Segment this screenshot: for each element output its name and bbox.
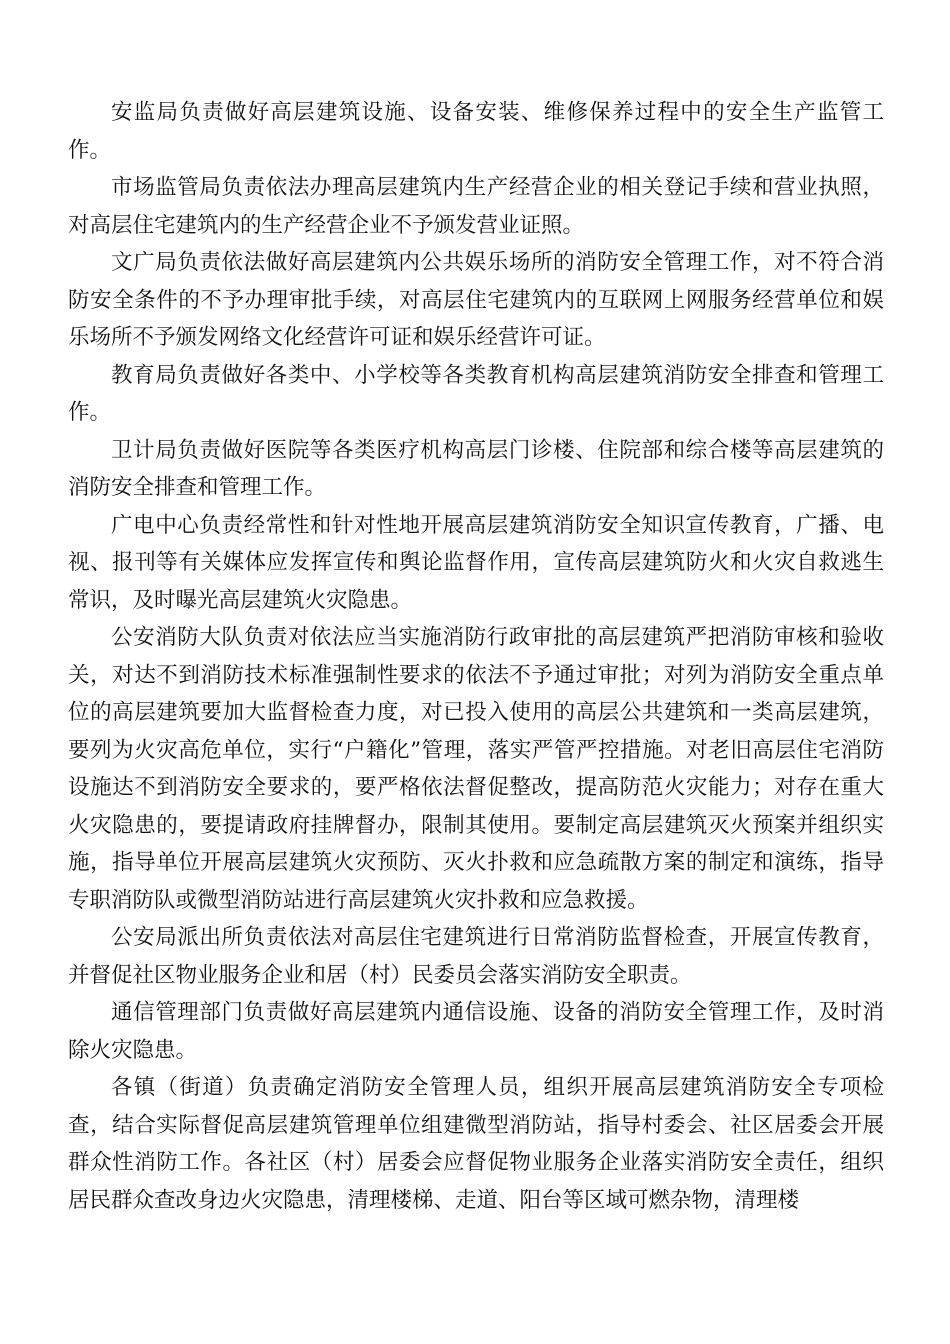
paragraph-market-regulation: 市场监管局负责依法办理高层建筑内生产经营企业的相关登记手续和营业执照，对高层住宅建筑内的生产经营企业不予颁发营业证照。	[68, 175, 884, 238]
paragraph-health-bureau: 卫计局负责做好医院等各类医疗机构高层门诊楼、住院部和综合楼等高层建筑的消防安全排查和管理工作。	[68, 437, 884, 500]
paragraph-safety-bureau: 安监局负责做好高层建筑设施、设备安装、维修保养过程中的安全生产监管工作。	[68, 100, 884, 163]
paragraph-broadcast-center: 广电中心负责经常性和针对性地开展高层建筑消防安全知识宣传教育，广播、电视、报刊等有关媒体应发挥宣传和舆论监督作用，宣传高层建筑防火和火灾自救逃生常识，及时曝光高层建筑火灾隐患。	[68, 512, 884, 613]
paragraph-education-bureau: 教育局负责做好各类中、小学校等各类教育机构高层建筑消防安全排查和管理工作。	[68, 362, 884, 425]
paragraph-police-station: 公安局派出所负责依法对高层住宅建筑进行日常消防监督检查，开展宣传教育，并督促社区物业服务企业和居（村）民委员会落实消防安全职责。	[68, 925, 884, 988]
document-body	[68, 94, 884, 1219]
paragraph-telecom-department: 通信管理部门负责做好高层建筑内通信设施、设备的消防安全管理工作，及时消除火灾隐患。	[68, 1000, 884, 1063]
paragraph-fire-brigade: 公安消防大队负责对依法应当实施消防行政审批的高层建筑严把消防审核和验收关，对达不到消防技术标准强制性要求的依法不予通过审批；对列为消防安全重点单位的高层建筑要加大监督检查力度，对已投入使用的高层公共建筑和一类高层建筑，要列为火灾高危单位，实行“户籍化”管理，落实严管严控措施。对老旧高层住宅消防设施达不到消防安全要求的，要严格依法督促整改，提高防范火灾能力；对存在重大火灾隐患的，要提请政府挂牌督办，限制其使用。要制定高层建筑灭火预案并组织实施，指导单位开展高层建筑火灾预防、灭火扑救和应急疏散方案的制定和演练，指导专职消防队或微型消防站进行高层建筑火灾扑救和应急救援。	[68, 625, 884, 913]
paragraph-culture-bureau: 文广局负责依法做好高层建筑内公共娱乐场所的消防安全管理工作，对不符合消防安全条件的不予办理审批手续，对高层住宅建筑内的互联网上网服务经营单位和娱乐场所不予颁发网络文化经营许可证和娱乐经营许可证。	[68, 250, 884, 350]
paragraph-towns-streets: 各镇（街道）负责确定消防安全管理人员，组织开展高层建筑消防安全专项检查，结合实际督促高层建筑管理单位组建微型消防站，指导村委会、社区居委会开展群众性消防工作。各社区（村）居委会应督促物业服务企业落实消防安全责任，组织居民群众查改身边火灾隐患，清理楼梯、走道、阳台等区域可燃杂物，清理楼	[68, 1075, 884, 1213]
